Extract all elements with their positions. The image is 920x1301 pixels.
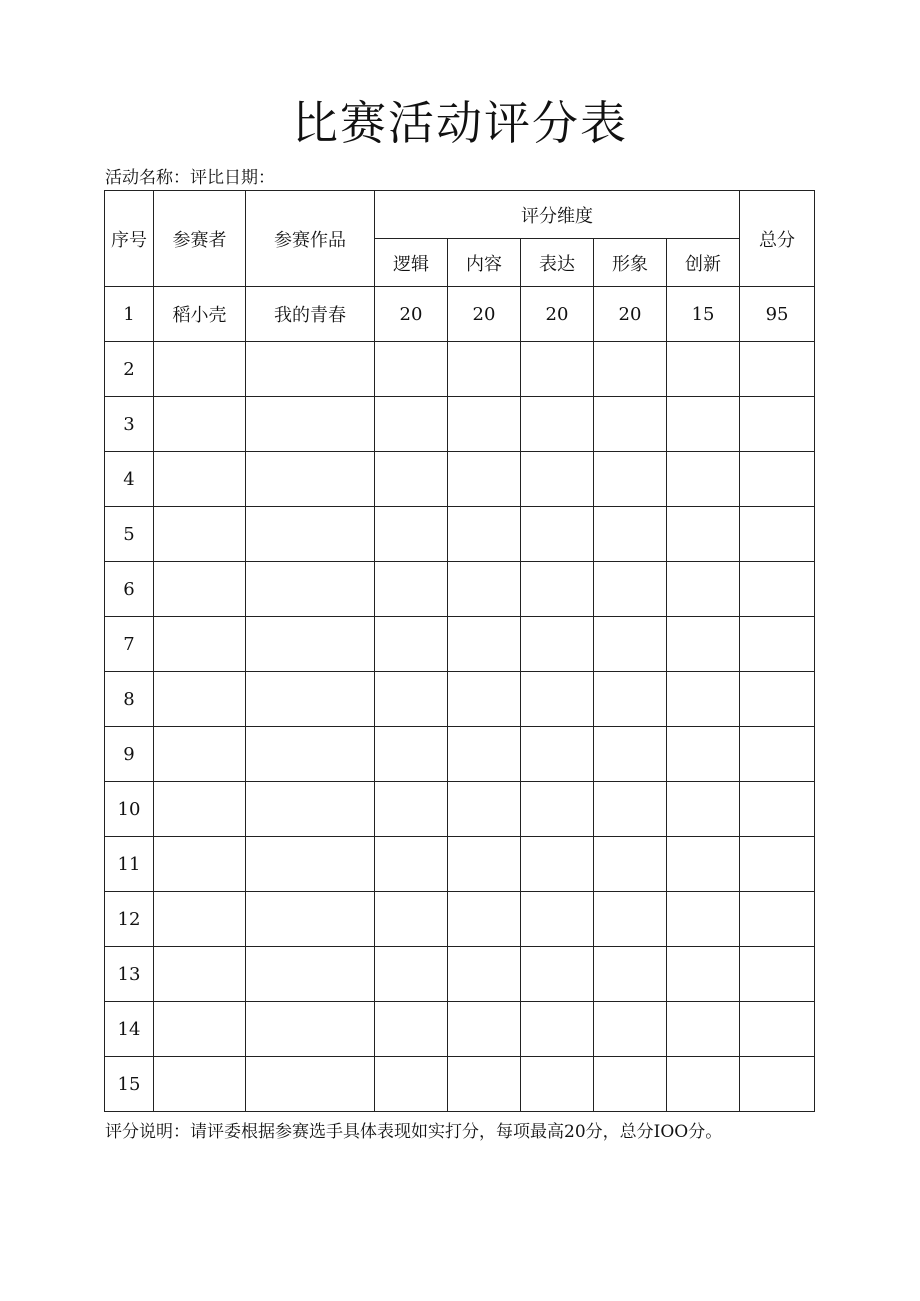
index-cell: 3 <box>105 397 154 452</box>
table-row <box>105 727 815 782</box>
score-cell <box>521 892 594 947</box>
score-cell <box>594 617 667 672</box>
participant-cell: 稻小壳 <box>154 287 246 342</box>
header-work: 参赛作品 <box>246 191 375 287</box>
table-row <box>105 892 815 947</box>
index-cell: 6 <box>105 562 154 617</box>
participant-cell <box>154 672 246 727</box>
table-row <box>105 397 815 452</box>
score-cell <box>594 947 667 1002</box>
header-index: 序号 <box>105 191 154 287</box>
participant-cell <box>154 947 246 1002</box>
work-cell <box>246 672 375 727</box>
index-cell: 9 <box>105 727 154 782</box>
participant-cell <box>154 452 246 507</box>
score-cell <box>594 1002 667 1057</box>
score-table-body <box>105 287 815 1112</box>
score-cell <box>594 727 667 782</box>
score-cell <box>667 782 740 837</box>
score-cell <box>667 452 740 507</box>
score-cell <box>521 782 594 837</box>
participant-cell <box>154 562 246 617</box>
index-cell: 7 <box>105 617 154 672</box>
table-row <box>105 617 815 672</box>
score-cell <box>667 342 740 397</box>
score-cell <box>448 507 521 562</box>
index-cell: 15 <box>105 1057 154 1112</box>
score-cell <box>448 397 521 452</box>
table-row <box>105 947 815 1002</box>
total-cell <box>740 562 815 617</box>
score-cell <box>667 617 740 672</box>
total-cell <box>740 782 815 837</box>
index-cell: 8 <box>105 672 154 727</box>
work-cell <box>246 342 375 397</box>
index-cell: 11 <box>105 837 154 892</box>
total-cell <box>740 1057 815 1112</box>
table-row <box>105 1057 815 1112</box>
total-cell <box>740 507 815 562</box>
score-table <box>104 190 815 1112</box>
score-cell <box>594 837 667 892</box>
score-cell <box>375 562 448 617</box>
index-cell: 1 <box>105 287 154 342</box>
score-cell <box>667 1002 740 1057</box>
score-cell <box>375 1057 448 1112</box>
score-cell <box>448 342 521 397</box>
score-cell <box>375 452 448 507</box>
score-cell <box>594 342 667 397</box>
scoring-note: 评分说明：请评委根据参赛选手具体表现如实打分，每项最高20分，总分IOO分。 <box>105 1122 723 1142</box>
work-cell <box>246 892 375 947</box>
participant-cell <box>154 1057 246 1112</box>
total-cell <box>740 342 815 397</box>
total-cell <box>740 672 815 727</box>
header-expression: 表达 <box>521 239 594 287</box>
score-cell <box>521 397 594 452</box>
total-cell <box>740 617 815 672</box>
work-cell <box>246 617 375 672</box>
score-cell <box>521 342 594 397</box>
total-cell <box>740 397 815 452</box>
score-cell <box>594 672 667 727</box>
table-row <box>105 672 815 727</box>
score-cell <box>521 562 594 617</box>
work-cell <box>246 727 375 782</box>
header-logic: 逻辑 <box>375 239 448 287</box>
score-cell <box>375 672 448 727</box>
score-cell: 20 <box>521 287 594 342</box>
score-cell: 20 <box>375 287 448 342</box>
score-cell <box>448 782 521 837</box>
total-cell <box>740 452 815 507</box>
index-cell: 5 <box>105 507 154 562</box>
index-cell: 14 <box>105 1002 154 1057</box>
score-cell <box>667 562 740 617</box>
score-cell: 15 <box>667 287 740 342</box>
work-cell <box>246 1057 375 1112</box>
header-total: 总分 <box>740 191 815 287</box>
score-cell <box>375 342 448 397</box>
page-title: 比赛活动评分表 <box>292 96 628 150</box>
header-content: 内容 <box>448 239 521 287</box>
index-cell: 2 <box>105 342 154 397</box>
score-cell <box>375 782 448 837</box>
score-cell <box>521 452 594 507</box>
score-cell <box>521 617 594 672</box>
table-row <box>105 507 815 562</box>
header-participant: 参赛者 <box>154 191 246 287</box>
index-cell: 12 <box>105 892 154 947</box>
score-cell <box>375 507 448 562</box>
work-cell <box>246 562 375 617</box>
score-cell <box>375 892 448 947</box>
participant-cell <box>154 507 246 562</box>
score-cell <box>594 782 667 837</box>
total-cell <box>740 727 815 782</box>
participant-cell <box>154 782 246 837</box>
score-cell <box>667 892 740 947</box>
score-cell <box>667 947 740 1002</box>
total-cell <box>740 1002 815 1057</box>
score-cell <box>521 507 594 562</box>
score-cell <box>521 727 594 782</box>
score-cell <box>521 1002 594 1057</box>
work-cell <box>246 452 375 507</box>
score-cell <box>375 727 448 782</box>
score-cell <box>448 727 521 782</box>
table-row <box>105 452 815 507</box>
header-dimension-group: 评分维度 <box>375 191 740 239</box>
header-innovation: 创新 <box>667 239 740 287</box>
participant-cell <box>154 397 246 452</box>
score-cell <box>667 397 740 452</box>
score-cell <box>375 617 448 672</box>
work-cell: 我的青春 <box>246 287 375 342</box>
participant-cell <box>154 342 246 397</box>
work-cell <box>246 837 375 892</box>
activity-name-label: 活动名称： <box>105 168 190 188</box>
evaluation-date-label: 评比日期： <box>190 168 275 188</box>
work-cell <box>246 782 375 837</box>
index-cell: 10 <box>105 782 154 837</box>
participant-cell <box>154 617 246 672</box>
score-cell <box>594 507 667 562</box>
score-cell <box>521 947 594 1002</box>
score-cell <box>448 617 521 672</box>
score-cell <box>448 837 521 892</box>
participant-cell <box>154 837 246 892</box>
score-cell <box>667 672 740 727</box>
score-cell <box>375 947 448 1002</box>
index-cell: 4 <box>105 452 154 507</box>
score-cell <box>375 397 448 452</box>
score-cell <box>667 727 740 782</box>
table-row <box>105 837 815 892</box>
work-cell <box>246 397 375 452</box>
table-row <box>105 1002 815 1057</box>
score-cell <box>521 837 594 892</box>
score-cell <box>448 672 521 727</box>
participant-cell <box>154 1002 246 1057</box>
score-cell <box>594 562 667 617</box>
score-cell <box>667 1057 740 1112</box>
participant-cell <box>154 892 246 947</box>
score-cell <box>448 1002 521 1057</box>
total-cell <box>740 892 815 947</box>
total-cell <box>740 837 815 892</box>
activity-meta <box>105 166 275 190</box>
work-cell <box>246 1002 375 1057</box>
score-cell <box>375 837 448 892</box>
table-row <box>105 342 815 397</box>
score-cell <box>594 1057 667 1112</box>
score-cell <box>667 837 740 892</box>
score-cell <box>448 562 521 617</box>
index-cell: 13 <box>105 947 154 1002</box>
score-cell <box>667 507 740 562</box>
score-cell <box>448 452 521 507</box>
table-row <box>105 562 815 617</box>
table-row <box>105 782 815 837</box>
work-cell <box>246 507 375 562</box>
score-cell <box>521 672 594 727</box>
header-image: 形象 <box>594 239 667 287</box>
total-cell: 95 <box>740 287 815 342</box>
score-cell: 20 <box>594 287 667 342</box>
score-cell: 20 <box>448 287 521 342</box>
score-cell <box>594 397 667 452</box>
score-cell <box>594 892 667 947</box>
work-cell <box>246 947 375 1002</box>
score-cell <box>594 452 667 507</box>
table-row <box>105 287 815 342</box>
score-cell <box>448 892 521 947</box>
score-cell <box>448 1057 521 1112</box>
score-cell <box>375 1002 448 1057</box>
score-cell <box>448 947 521 1002</box>
total-cell <box>740 947 815 1002</box>
participant-cell <box>154 727 246 782</box>
score-cell <box>521 1057 594 1112</box>
